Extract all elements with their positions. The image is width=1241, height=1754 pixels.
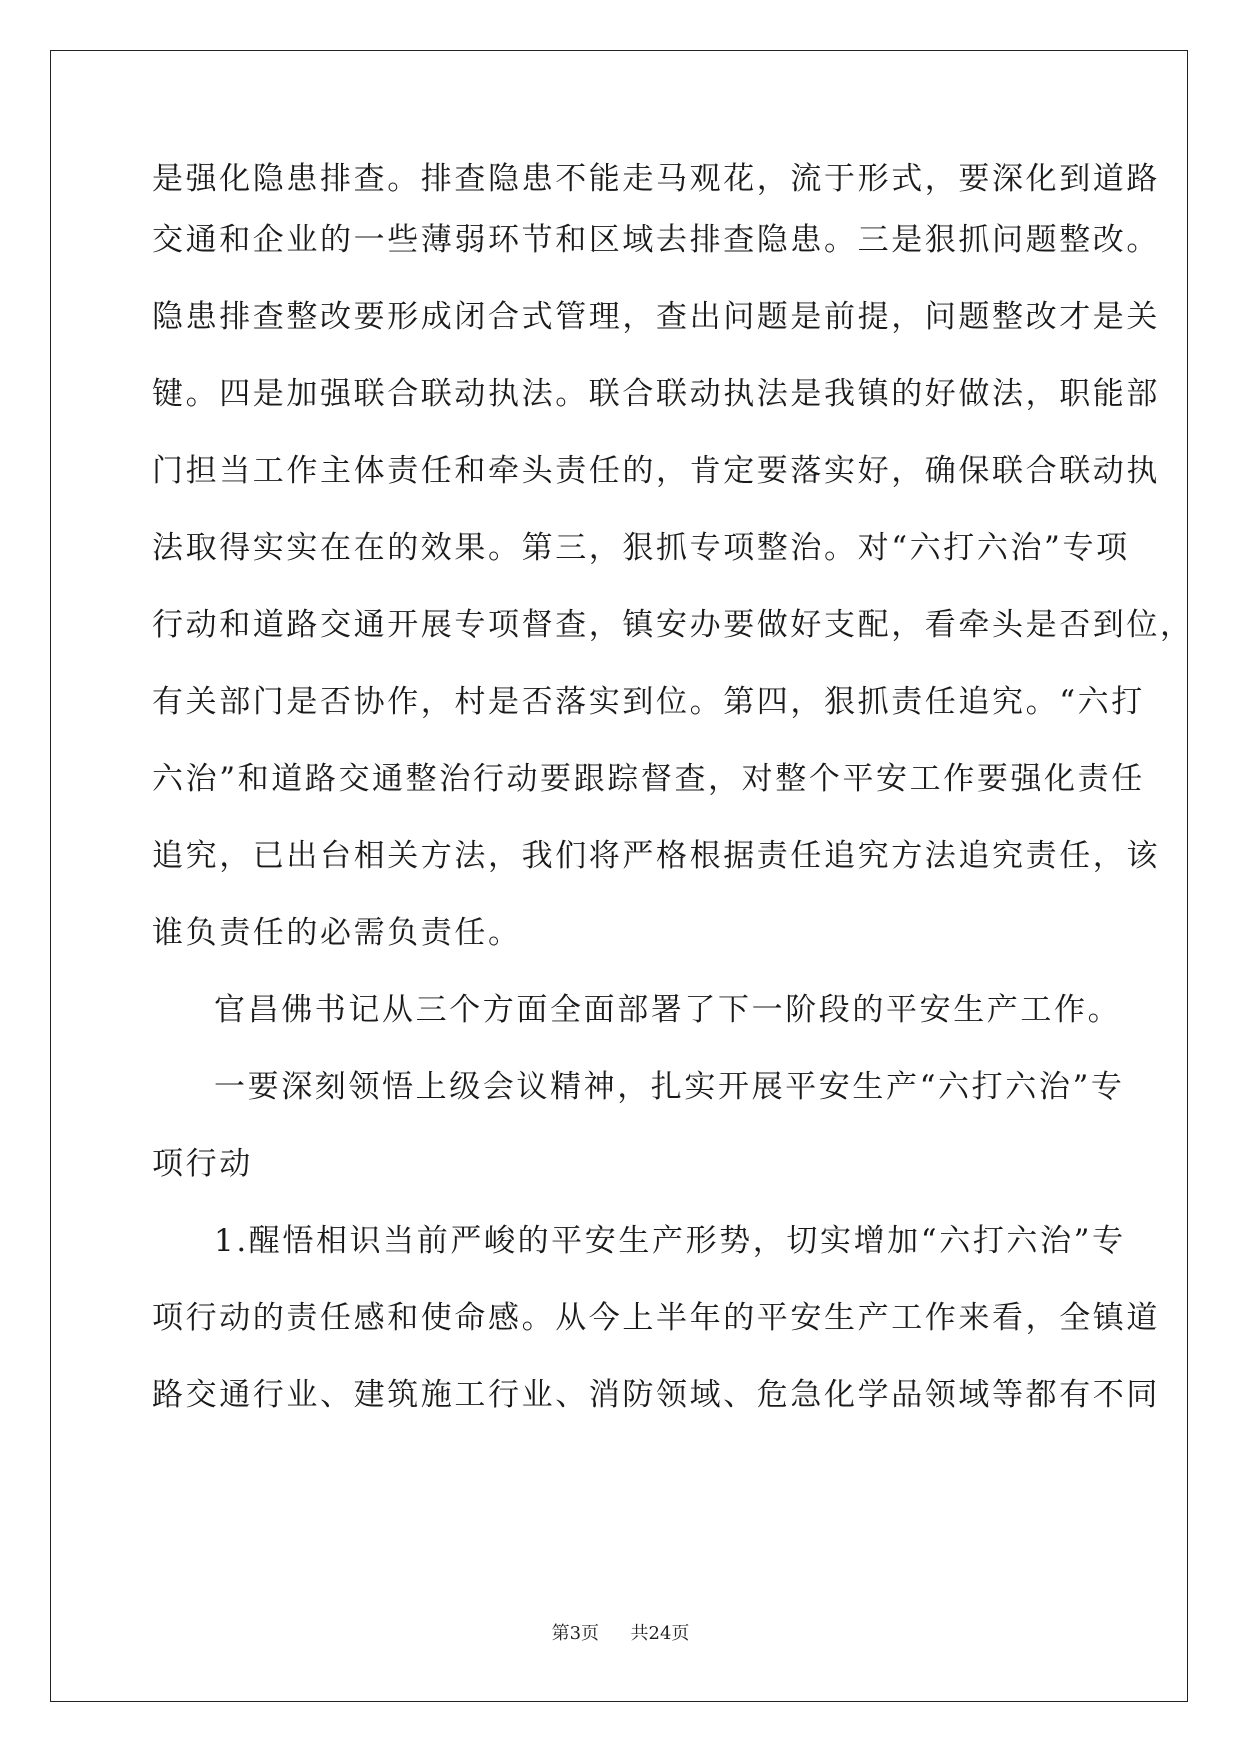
page-number: 第3页 bbox=[551, 1623, 600, 1644]
text-line: 项行动的责任感和使命感。从今上半年的平安生产工作来看，全镇道 bbox=[152, 1300, 1160, 1336]
text-line: 路交通行业、建筑施工行业、消防领域、危急化学品领域等都有不同 bbox=[152, 1377, 1160, 1413]
paragraph-line: 官昌佛书记从三个方面全面部署了下一阶段的平安生产工作。 bbox=[214, 992, 1122, 1028]
page-total: 共24页 bbox=[630, 1623, 690, 1644]
text-line: 是强化隐患排查。排查隐患不能走马观花，流于形式，要深化到道路 bbox=[152, 161, 1160, 197]
text-line: 项行动 bbox=[152, 1146, 253, 1182]
text-line: 有关部门是否协作，村是否落实到位。第四，狠抓责任追究。“六打 bbox=[152, 684, 1145, 720]
text-line: 交通和企业的一些薄弱环节和区域去排查隐患。三是狠抓问题整改。 bbox=[152, 222, 1160, 258]
page-footer bbox=[0, 1622, 1241, 1646]
document-body bbox=[152, 157, 1194, 1434]
text-line: 隐患排查整改要形成闭合式管理，查出问题是前提，问题整改才是关 bbox=[152, 299, 1160, 335]
text-line: 门担当工作主体责任和牵头责任的，肯定要落实好，确保联合联动执 bbox=[152, 453, 1160, 489]
text-line: 键。四是加强联合联动执法。联合联动执法是我镇的好做法，职能部 bbox=[152, 376, 1160, 412]
text-line: 追究，已出台相关方法，我们将严格根据责任追究方法追究责任，该 bbox=[152, 838, 1160, 874]
paragraph-line: 一要深刻领悟上级会议精神，扎实开展平安生产“六打六治”专 bbox=[214, 1069, 1125, 1105]
text-line: 谁负责任的必需负责任。 bbox=[152, 915, 522, 951]
text-line: 行动和道路交通开展专项督查，镇安办要做好支配，看牵头是否到位， bbox=[152, 607, 1194, 643]
text-line: 法取得实实在在的效果。第三，狠抓专项整治。对“六打六治”专项 bbox=[152, 530, 1130, 566]
text-line: 六治”和道路交通整治行动要跟踪督查，对整个平安工作要强化责任 bbox=[152, 761, 1145, 797]
paragraph-line: 1.醒悟相识当前严峻的平安生产形势，切实增加“六打六治”专 bbox=[214, 1223, 1126, 1259]
